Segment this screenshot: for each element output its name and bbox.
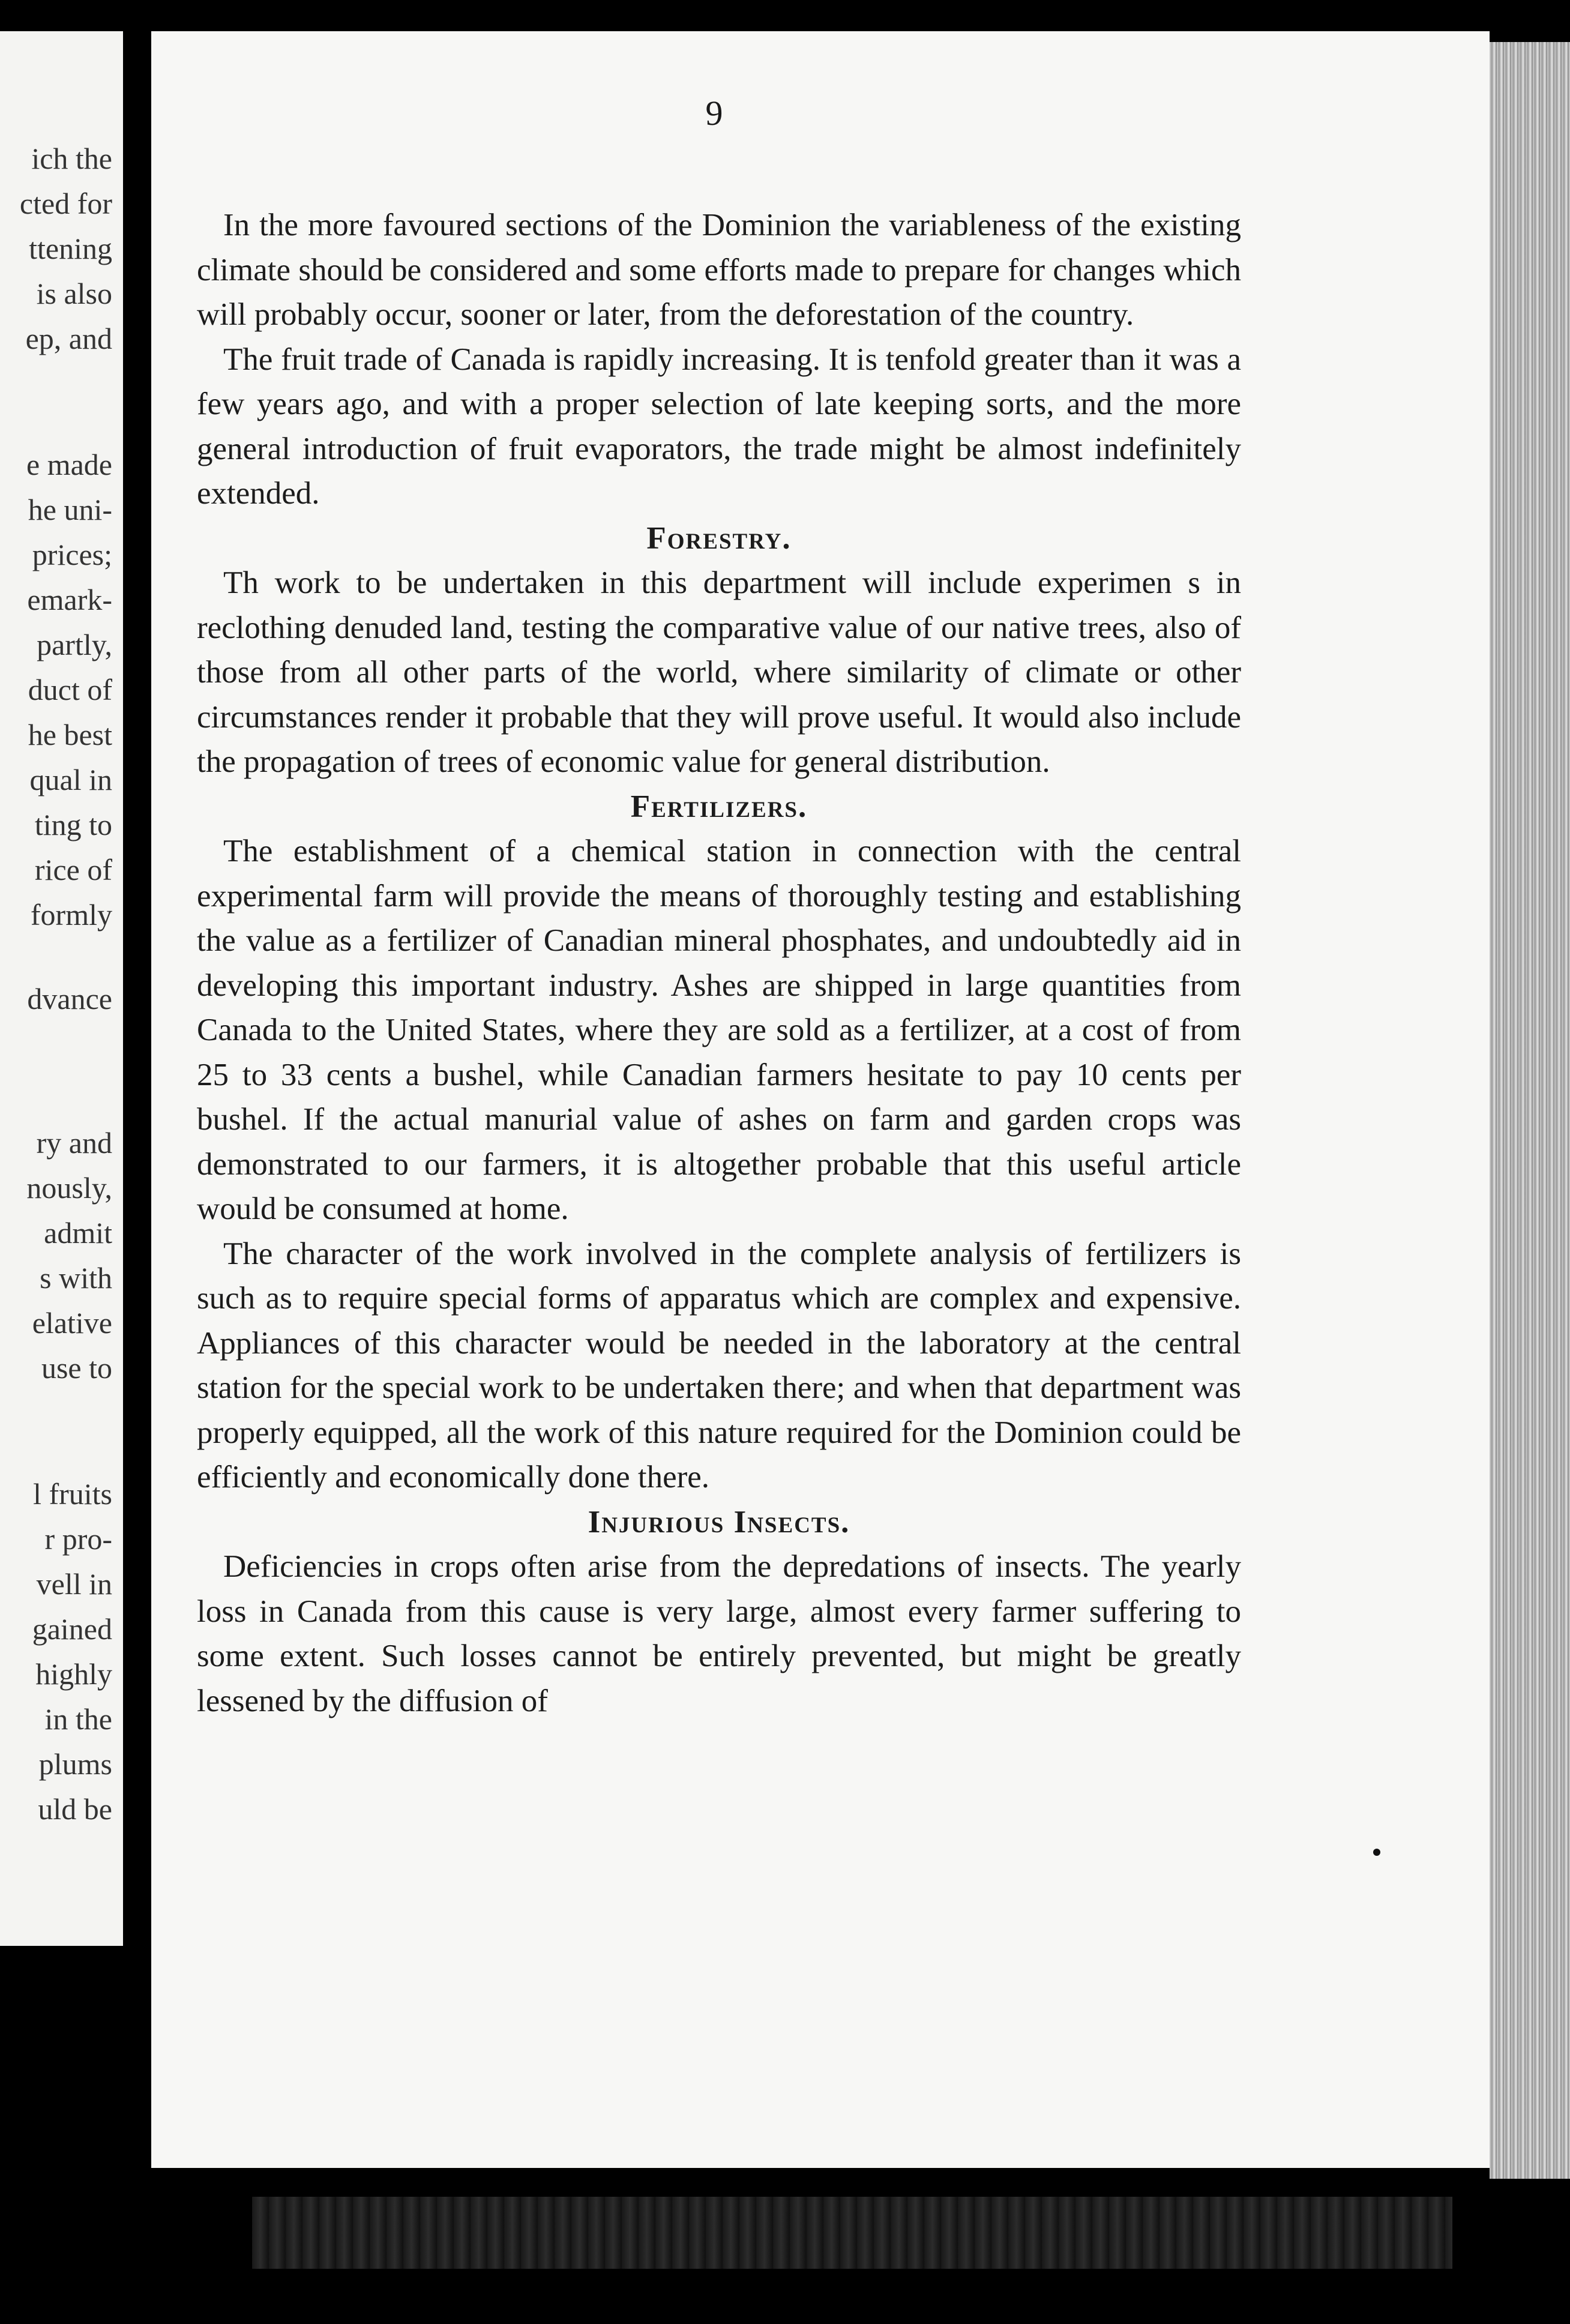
previous-page-line: admit [44,1216,112,1250]
previous-page-line: ry and [36,1126,112,1160]
paragraph: Deficiencies in crops often arise from the depredations of insects. The yearly loss in Canada from this cause is very large, almost every farmer suffering to some extent. Such losses cannot be entirely prevented, but might be greatly lessened by the diffusion of [197,1549,1241,1718]
previous-page-line: is also [36,277,112,310]
previous-page-line: duct of [28,673,112,706]
section-heading: Injurious Insects. [588,1504,850,1540]
previous-page-line: prices; [32,538,112,571]
paragraph: Th work to be undertaken in this department will include experimen s in reclothing denuded land, testing the comparative value of our native trees, also of those from all other parts of the world, where similarity of climate or other circumstances render it probable that they will prove useful. It would also include the propagation of trees of economic value for general distribution. [197,565,1241,779]
previous-page-line: dvance [27,982,112,1016]
previous-page-line: gained [32,1612,112,1646]
previous-page-line: nously, [26,1171,112,1205]
previous-page-line: he best [28,718,112,751]
paragraph: The character of the work involved in the complete analysis of fertilizers is such as to require special forms of apparatus which are complex and expensive. Appliances of this character would be needed in the laboratory at the central station for the special work to be undertaken there; and when that department was properly equipped, all the work of this nature required for the Dominion could be efficiently and economically done there. [197,1236,1241,1495]
previous-page-line: qual in [29,763,112,796]
paragraph: The fruit trade of Canada is rapidly increasing. It is tenfold greater than it was a few years ago, and with a proper selection of late keeping sorts, and the more general introduction of fruit evaporators, the trade might be almost indefinitely extended. [197,342,1241,511]
page-number: 9 [705,94,723,133]
previous-page-line: partly, [37,628,112,661]
section-heading: Fertilizers. [630,789,808,824]
section-heading: Forestry. [646,520,792,556]
previous-page-fragment [0,31,123,1946]
previous-page-line: in the [44,1702,112,1736]
scan-shadow [252,2197,1452,2269]
previous-page-line: vell in [36,1567,112,1601]
previous-page-line: formly [30,898,112,932]
previous-page-line: ting to [34,808,112,841]
previous-page-line: rice of [34,853,112,887]
paragraph: In the more favoured sections of the Dominion the variableness of the existing climate should be considered and some efforts made to prepare for changes which will probably occur, sooner or later, from the deforestation of the country. [197,208,1241,332]
previous-page-line: ich the [31,142,112,175]
previous-page-line: elative [32,1306,112,1340]
previous-page-line: emark- [27,583,112,616]
previous-page-line: he uni- [28,493,112,526]
paragraph: The establishment of a chemical station in connection with the central experimental farm will provide the means of thoroughly testing and establishing the value as a fertilizer of Canadian mineral phosphates, and undoubtedly aid in developing this important industry. Ashes are shipped in large quantities from Canada to the United States, where they are sold as a fertilizer, at a cost of from 25 to 33 cents a bushel, while Canadian farmers hesitate to pay 10 cents per bushel. If the actual manurial value of ashes on farm and garden crops was demonstrated to our farmers, it is altogether probable that this useful article would be consumed at home. [197,834,1241,1226]
previous-page-line: use to [41,1351,112,1385]
previous-page-line: r pro- [44,1522,112,1556]
previous-page-line: s with [40,1261,112,1295]
previous-page-line: e made [26,448,112,481]
previous-page-line: ep, and [25,322,112,355]
page-stack-edge [1490,42,1570,2179]
page-body [197,203,1241,1723]
speck-mark [1373,1849,1380,1856]
previous-page-line: plums [38,1747,112,1781]
previous-page-line: l fruits [33,1477,112,1511]
previous-page-line: uld be [38,1792,112,1826]
previous-page-line: ttening [29,232,112,265]
previous-page-line: cted for [19,187,112,220]
previous-page-line: highly [35,1657,112,1691]
